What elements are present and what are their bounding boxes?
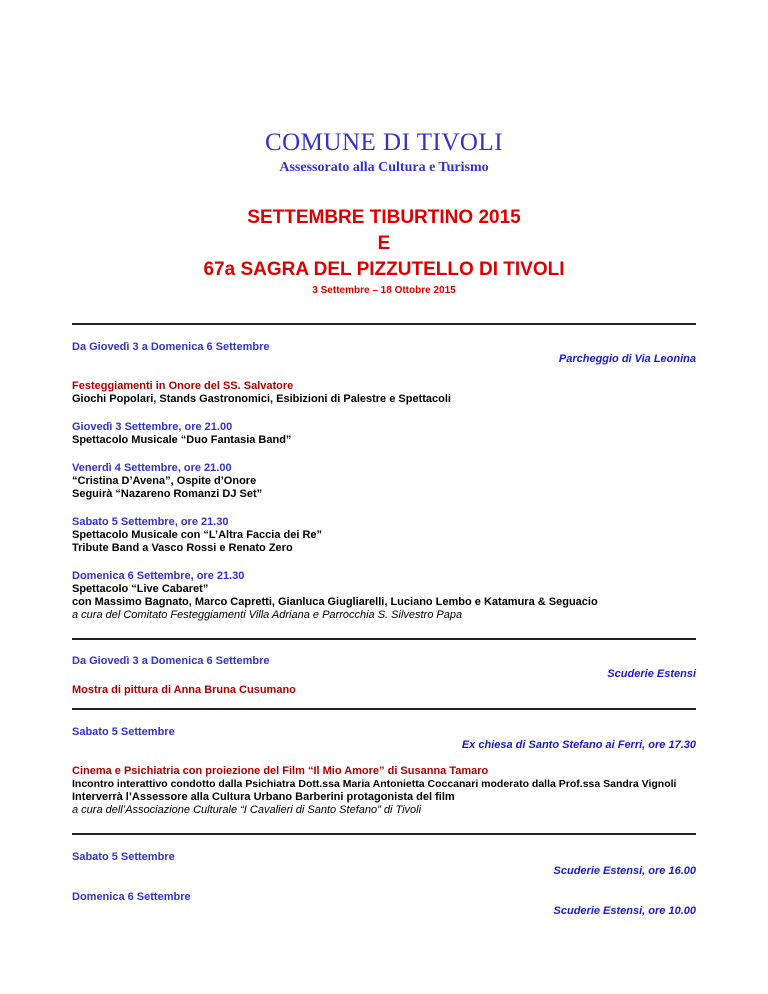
section1-desc: Giochi Popolari, Stands Gastronomici, Esibizioni di Palestre e Spettacoli bbox=[72, 393, 451, 405]
section1-title: Festeggiamenti in Onore del SS. Salvatore bbox=[72, 380, 294, 392]
section4-when2: Domenica 6 Settembre bbox=[72, 891, 191, 903]
event-line: Seguirà “Nazareno Romanzi DJ Set” bbox=[72, 488, 263, 500]
section3-when: Sabato 5 Settembre bbox=[72, 726, 175, 738]
section4-when1: Sabato 5 Settembre bbox=[72, 851, 175, 863]
event-title-line-2: E bbox=[377, 233, 391, 254]
divider bbox=[72, 708, 696, 710]
section3-where: Ex chiesa di Santo Stefano ai Ferri, ore 17.30 bbox=[461, 739, 696, 751]
section3-line2: Interverrà l’Assessore alla Cultura Urbano Barberini protagonista del film bbox=[72, 791, 455, 803]
section2-title: Mostra di pittura di Anna Bruna Cusumano bbox=[72, 684, 296, 696]
event-title-line-1: SETTEMBRE TIBURTINO 2015 bbox=[247, 207, 521, 228]
event-line: con Massimo Bagnato, Marco Capretti, Gianluca Giugliarelli, Luciano Lembo e Katamura & Seguacio bbox=[72, 596, 598, 608]
section1-where: Parcheggio di Via Leonina bbox=[558, 353, 696, 365]
event-line: “Cristina D’Avena”, Ospite d’Onore bbox=[72, 475, 257, 487]
event-line: Tribute Band a Vasco Rossi e Renato Zero bbox=[72, 542, 293, 554]
divider bbox=[72, 833, 696, 835]
section2-when: Da Giovedì 3 a Domenica 6 Settembre bbox=[72, 655, 270, 667]
page-title: COMUNE DI TIVOLI bbox=[264, 129, 504, 156]
event-line: Spettacolo “Live Cabaret” bbox=[72, 583, 209, 595]
section4-where1: Scuderie Estensi, ore 16.00 bbox=[553, 865, 696, 877]
section3-line1: Incontro interattivo condotto dalla Psichiatra Dott.ssa Maria Antonietta Coccanari moderato dalla Prof.ssa Sandra Vignoli bbox=[72, 778, 677, 790]
section4-where2: Scuderie Estensi, ore 10.00 bbox=[553, 905, 696, 917]
event-title bbox=[0, 205, 768, 283]
event-date: Venerdì 4 Settembre, ore 21.00 bbox=[72, 462, 232, 474]
event-title-line-3: 67a SAGRA DEL PIZZUTELLO DI TIVOLI bbox=[203, 259, 565, 280]
event-line: Spettacolo Musicale con “L’Altra Faccia dei Re” bbox=[72, 529, 323, 541]
event-date: Domenica 6 Settembre, ore 21.30 bbox=[72, 570, 245, 582]
section1-when: Da Giovedì 3 a Domenica 6 Settembre bbox=[72, 341, 270, 353]
section1-credit: a cura del Comitato Festeggiamenti Villa Adriana e Parrocchia S. Silvestro Papa bbox=[72, 609, 463, 621]
page-subtitle: Assessorato alla Cultura e Turismo bbox=[279, 160, 489, 175]
event-line: Spettacolo Musicale “Duo Fantasia Band” bbox=[72, 434, 292, 446]
section2-where: Scuderie Estensi bbox=[607, 668, 696, 680]
event-date: Giovedì 3 Settembre, ore 21.00 bbox=[72, 421, 233, 433]
divider bbox=[72, 638, 696, 640]
section3-title: Cinema e Psichiatria con proiezione del Film “Il Mio Amore” di Susanna Tamaro bbox=[72, 765, 489, 777]
event-dates: 3 Settembre – 18 Ottobre 2015 bbox=[312, 285, 456, 296]
section3-credit: a cura dell’Associazione Culturale “I Cavalieri di Santo Stefano” di Tivoli bbox=[72, 804, 422, 816]
event-date: Sabato 5 Settembre, ore 21.30 bbox=[72, 516, 229, 528]
divider bbox=[72, 323, 696, 325]
